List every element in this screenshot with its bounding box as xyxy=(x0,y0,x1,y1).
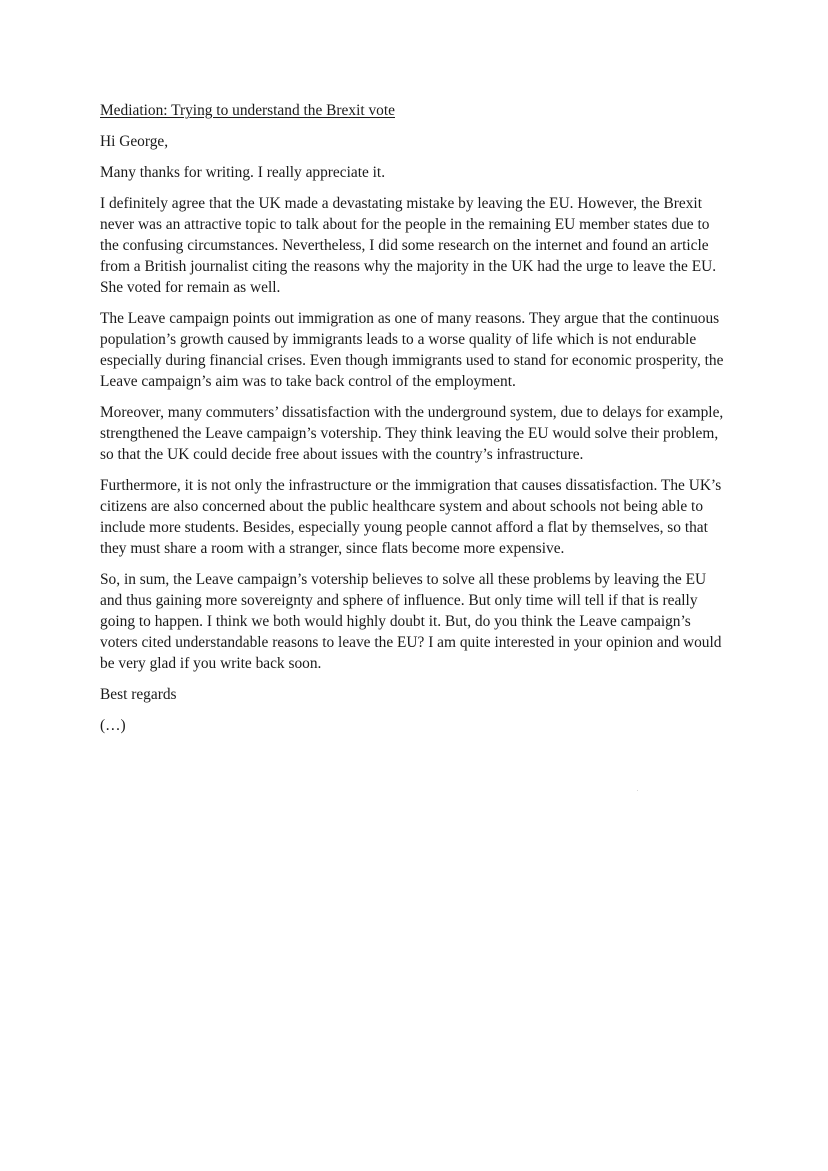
paragraph-infrastructure: Moreover, many commuters’ dissatisfaction with the underground system, due to delays for example, strengthened the Leave campaign’s votership. They think leaving the EU would solve their problem, so that the UK could decide free about issues with the country’s infrastructure. xyxy=(100,404,724,463)
closing: Best regards xyxy=(100,686,177,703)
paragraph-introduction: I definitely agree that the UK made a devastating mistake by leaving the EU. However, the Brexit never was an attractive topic to talk about for the people in the remaining EU member states due to the confusing circumstances. Nevertheless, I did some research on the internet and found an article from a British journalist citing the reasons why the majority in the UK had the urge to leave the EU. She voted for remain as well. xyxy=(100,195,717,296)
paragraph-thanks: Many thanks for writing. I really appreciate it. xyxy=(100,164,386,181)
greeting: Hi George, xyxy=(100,133,169,150)
signature: (…) xyxy=(100,717,126,734)
paragraph-immigration: The Leave campaign points out immigration as one of many reasons. They argue that the continuous population’s growth caused by immigrants leads to a worse quality of life which is not endurable especially during financial crises. Even though immigrants used to stand for economic prosperity, the Leave campaign’s aim was to take back control of the employment. xyxy=(100,310,724,390)
letter-body xyxy=(100,100,728,746)
paragraph-healthcare-housing: Furthermore, it is not only the infrastructure or the immigration that causes dissatisfaction. The UK’s citizens are also concerned about the public healthcare system and about schools not being able to include more students. Besides, especially young people cannot afford a flat by themselves, so that they must share a room with a stranger, since flats become more expensive. xyxy=(100,477,722,557)
paragraph-conclusion: So, in sum, the Leave campaign’s votership believes to solve all these problems by leaving the EU and thus gaining more sovereignty and sphere of influence. But only time will tell if that is really going to happen. I think we both would highly doubt it. But, do you think the Leave campaign’s voters cited understandable reasons to leave the EU? I am quite interested in your opinion and would be very glad if you write back soon. xyxy=(100,571,722,672)
document-title: Mediation: Trying to understand the Brexit vote xyxy=(100,102,395,119)
scan-speck xyxy=(637,790,638,791)
